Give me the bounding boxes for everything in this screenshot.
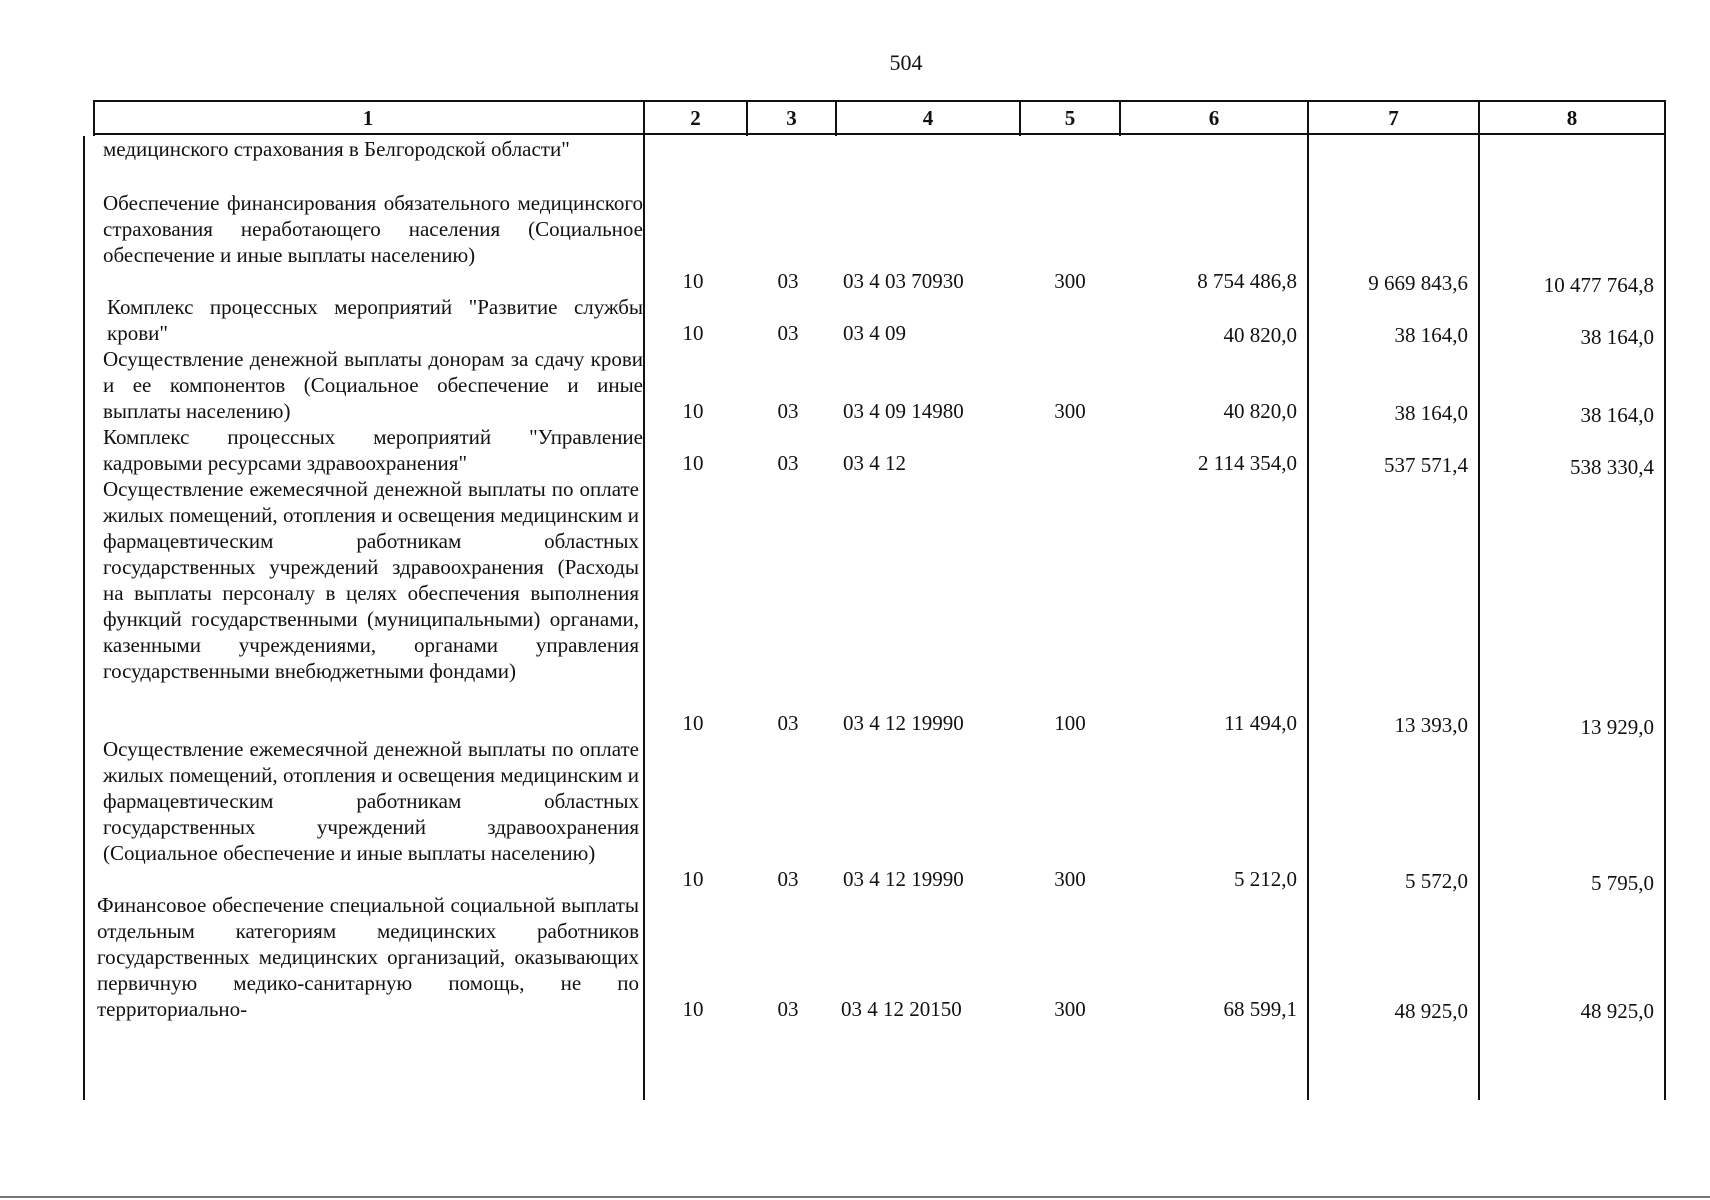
col-6-value: 68 599,1	[1223, 997, 1297, 1021]
col-8-value: 538 330,4	[1570, 455, 1654, 479]
column-divider	[1478, 100, 1480, 1100]
row-description: Комплекс процессных мероприятий "Развитие службы крови"	[107, 295, 643, 345]
col-3-value: 03	[777, 399, 799, 423]
col-5-value: 300	[1054, 269, 1086, 293]
col-7-value: 13 393,0	[1394, 713, 1468, 737]
col-4-value: 03 4 12 19990	[843, 867, 964, 891]
col-7-value: 9 669 843,6	[1368, 271, 1468, 295]
header-cell-3: 3	[786, 106, 797, 130]
col-7-value: 38 164,0	[1394, 323, 1468, 347]
col-6-value: 2 114 354,0	[1198, 451, 1297, 475]
row-description: Осуществление денежной выплаты донорам за сдачу крови и ее компонентов (Социальное обеспечение и иные выплаты населению)	[103, 347, 643, 423]
col-2-value: 10	[682, 321, 704, 345]
col-5-value: 300	[1054, 399, 1086, 423]
col-6-value: 5 212,0	[1234, 867, 1297, 891]
col-3-value: 03	[777, 867, 799, 891]
col-2-value: 10	[682, 997, 704, 1021]
col-8-value: 38 164,0	[1580, 403, 1654, 427]
col-4-value: 03 4 12 19990	[843, 711, 964, 735]
column-divider	[83, 136, 85, 1100]
col-6-value: 8 754 486,8	[1197, 269, 1297, 293]
column-divider	[1307, 100, 1309, 1100]
header-cell-7: 7	[1388, 106, 1399, 130]
col-3-value: 03	[777, 321, 799, 345]
col-7-value: 48 925,0	[1394, 999, 1468, 1023]
col-8-value: 38 164,0	[1580, 325, 1654, 349]
header-cell-2: 2	[690, 106, 701, 130]
col-5-value: 100	[1054, 711, 1086, 735]
row-description: Финансовое обеспечение специальной социальной выплаты отдельным категориям медицинских работников государственных медицинских организаций, оказывающих первичную медико-санитарную помощь, не по территориально-	[97, 893, 639, 1021]
row-description: Обеспечение финансирования обязательного медицинского страхования неработающего населения (Социальное обеспечение и иные выплаты населению)	[103, 191, 643, 267]
table-right-border	[1664, 100, 1666, 1100]
col-8-value: 48 925,0	[1580, 999, 1654, 1023]
col-3-value: 03	[777, 997, 799, 1021]
col-2-value: 10	[682, 711, 704, 735]
header-cell-1: 1	[362, 106, 374, 130]
header-cell-5: 5	[1064, 106, 1076, 130]
col-4-value: 03 4 12	[843, 451, 906, 475]
col-3-value: 03	[777, 269, 799, 293]
col-3-value: 03	[777, 711, 799, 735]
row-description: Осуществление ежемесячной денежной выплаты по оплате жилых помещений, отопления и освещения медицинским и фармацевтическим работникам областных государственных учреждений здравоохранения (Расходы на выплаты персоналу в целях обеспечения выполнения функций государственными (муниципальными) органами, казенными учреждениями, органами управления государственными внебюджетными фондами)	[103, 477, 639, 683]
col-8-value: 10 477 764,8	[1543, 273, 1654, 297]
col-4-value: 03 4 09 14980	[843, 399, 964, 423]
col-5-value: 300	[1054, 867, 1086, 891]
row-description: Осуществление ежемесячной денежной выплаты по оплате жилых помещений, отопления и освещения медицинским и фармацевтическим работникам областных государственных учреждений здравоохранения (Социальное обеспечение и иные выплаты населению)	[103, 737, 639, 865]
col-4-value: 03 4 03 70930	[843, 269, 964, 293]
header-bottom-border	[93, 133, 1666, 135]
table-top-border	[93, 100, 1666, 102]
col-7-value: 537 571,4	[1384, 453, 1468, 477]
col-2-value: 10	[682, 269, 704, 293]
col-2-value: 10	[682, 399, 704, 423]
col-7-value: 38 164,0	[1394, 401, 1468, 425]
col-6-value: 40 820,0	[1223, 399, 1297, 423]
col-6-value: 11 494,0	[1224, 711, 1297, 735]
page-number: 504	[889, 50, 923, 75]
col-2-value: 10	[682, 867, 704, 891]
col-4-value: 03 4 12 20150	[841, 997, 962, 1021]
col-8-value: 13 929,0	[1580, 715, 1654, 739]
scan-bottom-edge	[0, 1196, 1710, 1198]
col-6-value: 40 820,0	[1223, 323, 1297, 347]
header-cell-6: 6	[1208, 106, 1220, 130]
col-4-value: 03 4 09	[843, 321, 906, 345]
col-7-value: 5 572,0	[1405, 869, 1468, 893]
col-3-value: 03	[777, 451, 799, 475]
row-description: медицинского страхования в Белгородской области"	[103, 137, 570, 161]
header-cell-8: 8	[1566, 106, 1578, 130]
budget-table	[93, 100, 1666, 1100]
header-cell-4: 4	[922, 106, 934, 130]
col-8-value: 5 795,0	[1591, 871, 1654, 895]
col-5-value: 300	[1054, 997, 1086, 1021]
column-divider	[643, 100, 645, 1100]
col-2-value: 10	[682, 451, 704, 475]
row-description: Комплекс процессных мероприятий "Управление кадровыми ресурсами здравоохранения"	[103, 425, 643, 475]
